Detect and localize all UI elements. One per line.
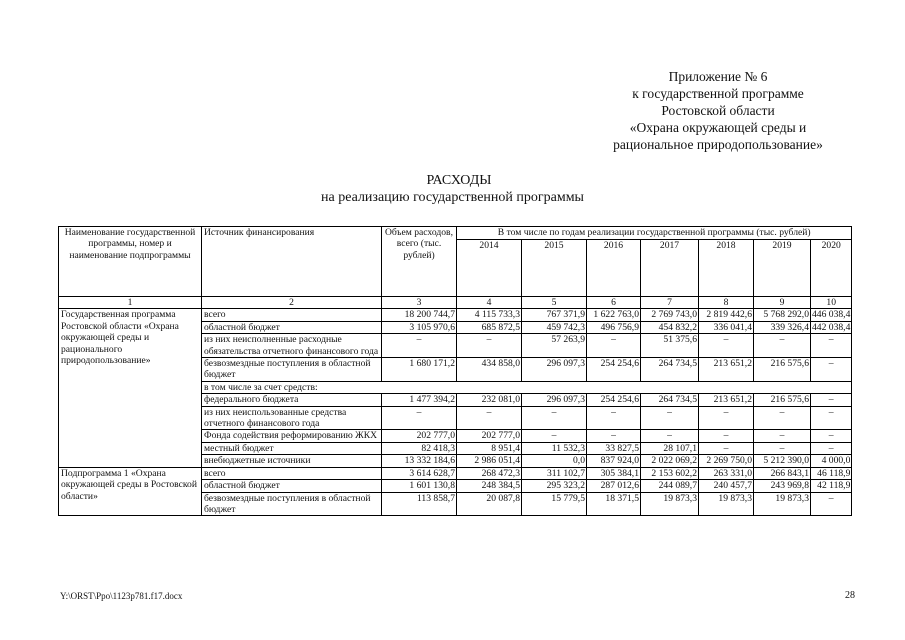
value-cell: 216 575,6 — [754, 394, 811, 406]
title-line-1: РАСХОДЫ — [426, 173, 492, 188]
value-cell: – — [699, 406, 754, 430]
value-cell: 19 873,3 — [754, 492, 811, 516]
value-cell: 19 873,3 — [641, 492, 699, 516]
value-cell: 459 742,3 — [522, 321, 587, 333]
value-cell: 1 622 763,0 — [587, 309, 641, 321]
table-body — [59, 309, 852, 516]
value-cell: 216 575,6 — [754, 358, 811, 382]
value-cell: – — [754, 430, 811, 442]
value-cell: 11 532,3 — [522, 442, 587, 454]
value-cell: 51 375,6 — [641, 334, 699, 358]
value-cell: 254 254,6 — [587, 394, 641, 406]
appendix-header — [583, 68, 853, 153]
value-cell: – — [382, 406, 457, 430]
source-cell: всего — [202, 309, 382, 321]
value-cell: 18 371,5 — [587, 492, 641, 516]
column-number: 2 — [202, 297, 382, 309]
source-cell: безвозмездные поступления в областной бюджет — [202, 358, 382, 382]
value-cell: – — [587, 334, 641, 358]
value-cell: 254 254,6 — [587, 358, 641, 382]
source-cell: областной бюджет — [202, 480, 382, 492]
value-cell: – — [754, 334, 811, 358]
value-cell: 2 819 442,6 — [699, 309, 754, 321]
value-cell: 339 326,4 — [754, 321, 811, 333]
table-row — [59, 467, 852, 479]
value-cell: 13 332 184,6 — [382, 455, 457, 467]
value-cell: – — [811, 430, 852, 442]
value-cell: 33 827,5 — [587, 442, 641, 454]
value-cell: 46 118,9 — [811, 467, 852, 479]
value-cell: 15 779,5 — [522, 492, 587, 516]
value-cell: – — [641, 406, 699, 430]
appendix-line: Ростовской области — [661, 103, 775, 118]
value-cell: 113 858,7 — [382, 492, 457, 516]
value-cell: 2 269 750,0 — [699, 455, 754, 467]
value-cell: – — [811, 358, 852, 382]
value-cell: 5 212 390,0 — [754, 455, 811, 467]
value-cell: 19 873,3 — [699, 492, 754, 516]
value-cell: 305 384,1 — [587, 467, 641, 479]
value-cell: 446 038,4 — [812, 309, 851, 321]
value-cell: – — [811, 334, 852, 358]
value-cell: – — [522, 430, 587, 442]
header-source: Источник финансирования — [202, 227, 382, 297]
value-cell: – — [699, 430, 754, 442]
value-cell: 1 680 171,2 — [382, 358, 457, 382]
value-cell: – — [587, 406, 641, 430]
value-cell: 264 734,5 — [641, 358, 699, 382]
source-cell: Фонда содействия реформированию ЖКХ — [202, 430, 382, 442]
header-name: Наименование государственной программы, номер и наименование подпрограммы — [59, 227, 202, 297]
source-cell: местный бюджет — [202, 442, 382, 454]
value-cell: 2 769 743,0 — [641, 309, 699, 321]
header-year: 2014 — [457, 240, 522, 297]
value-cell: 202 777,0 — [457, 430, 522, 442]
header-years-group: В том числе по годам реализации государственной программы (тыс. рублей) — [457, 227, 852, 240]
value-cell: 268 472,3 — [457, 467, 522, 479]
value-cell: 336 041,4 — [699, 321, 754, 333]
value-cell: 2 153 602,2 — [641, 467, 699, 479]
value-cell: 767 371,9 — [522, 309, 587, 321]
header-volume: Объем расходов, всего (тыс. рублей) — [382, 227, 457, 297]
value-cell: 296 097,3 — [522, 394, 587, 406]
value-cell: 496 756,9 — [587, 321, 641, 333]
value-cell: – — [811, 492, 852, 516]
value-cell: 8 951,4 — [457, 442, 522, 454]
source-cell: всего — [202, 467, 382, 479]
value-cell: 1 601 130,8 — [382, 480, 457, 492]
value-cell: 2 022 069,2 — [641, 455, 699, 467]
value-cell: 202 777,0 — [382, 430, 457, 442]
source-cell: из них неисполненные расходные обязательства отчетного финансового года — [202, 334, 382, 358]
appendix-line: к государственной программе — [632, 86, 804, 101]
value-cell: 4 000,0 — [811, 455, 852, 467]
column-number: 10 — [811, 297, 852, 309]
value-cell: 2 986 051,4 — [457, 455, 522, 467]
source-cell: безвозмездные поступления в областной бюджет — [202, 492, 382, 516]
program-name-cell: Государственная программа Ростовской области «Охрана окружающей среды и рационального природопользование» — [59, 309, 202, 467]
header-year: 2019 — [754, 240, 811, 297]
value-cell: – — [522, 406, 587, 430]
expenses-table — [58, 226, 852, 516]
header-year: 2016 — [587, 240, 641, 297]
value-cell: 28 107,1 — [641, 442, 699, 454]
column-number: 6 — [587, 297, 641, 309]
value-cell: – — [754, 442, 811, 454]
page-number: 28 — [845, 590, 855, 601]
value-cell: – — [811, 394, 852, 406]
value-cell: 82 418,3 — [382, 442, 457, 454]
column-number: 8 — [699, 297, 754, 309]
value-cell: – — [699, 334, 754, 358]
value-cell: 240 457,7 — [699, 480, 754, 492]
source-cell: областной бюджет — [202, 321, 382, 333]
document-title — [0, 172, 905, 206]
value-cell: – — [811, 406, 852, 430]
value-cell: – — [587, 430, 641, 442]
value-cell: – — [382, 334, 457, 358]
value-cell: – — [699, 442, 754, 454]
value-cell: 0,0 — [522, 455, 587, 467]
value-cell: – — [754, 406, 811, 430]
footer-file-path: Y:\ORST\Ppo\1123p781.f17.docx — [60, 591, 183, 601]
value-cell: 4 115 733,3 — [457, 309, 522, 321]
value-cell: – — [457, 334, 522, 358]
value-cell: 18 200 744,7 — [382, 309, 457, 321]
value-cell: 685 872,5 — [457, 321, 522, 333]
value-cell: 232 081,0 — [457, 394, 522, 406]
source-cell: внебюджетные источники — [202, 455, 382, 467]
value-cell: 57 263,9 — [522, 334, 587, 358]
value-cell: – — [457, 406, 522, 430]
source-cell: из них неиспользованные средства отчетного финансового года — [202, 406, 382, 430]
value-cell: 42 118,9 — [811, 480, 852, 492]
program-name-cell: Подпрограмма 1 «Охрана окружающей среды в Ростовской области» — [59, 467, 202, 516]
value-cell: 3 105 970,6 — [382, 321, 457, 333]
value-cell: 263 331,0 — [699, 467, 754, 479]
column-number: 7 — [641, 297, 699, 309]
value-cell: 1 477 394,2 — [382, 394, 457, 406]
value-cell: 248 384,5 — [457, 480, 522, 492]
column-number: 5 — [522, 297, 587, 309]
value-cell: 287 012,6 — [587, 480, 641, 492]
value-cell: 244 089,7 — [641, 480, 699, 492]
value-cell: – — [641, 430, 699, 442]
value-cell: 296 097,3 — [522, 358, 587, 382]
appendix-line: рациональное природопользование» — [613, 137, 823, 152]
value-cell: – — [811, 442, 852, 454]
table-row — [59, 309, 852, 321]
source-cell: федерального бюджета — [202, 394, 382, 406]
header-year: 2020 — [811, 240, 852, 297]
value-cell: 837 924,0 — [587, 455, 641, 467]
value-cell: 454 832,2 — [641, 321, 699, 333]
value-cell: 434 858,0 — [457, 358, 522, 382]
column-number: 9 — [754, 297, 811, 309]
value-cell: 213 651,2 — [699, 358, 754, 382]
value-cell: 213 651,2 — [699, 394, 754, 406]
source-cell: в том числе за счет средств: — [202, 381, 852, 393]
header-year: 2018 — [699, 240, 754, 297]
value-cell: 266 843,1 — [754, 467, 811, 479]
value-cell: 20 087,8 — [457, 492, 522, 516]
value-cell: 442 038,4 — [812, 321, 851, 333]
value-cell: 264 734,5 — [641, 394, 699, 406]
appendix-line: «Охрана окружающей среды и — [629, 120, 807, 135]
value-cell: 3 614 628,7 — [382, 467, 457, 479]
column-number: 1 — [59, 297, 202, 309]
value-cell: 243 969,8 — [754, 480, 811, 492]
column-number: 4 — [457, 297, 522, 309]
appendix-line: Приложение № 6 — [668, 69, 768, 84]
title-line-2: на реализацию государственной программы — [321, 190, 584, 205]
header-year: 2017 — [641, 240, 699, 297]
value-cell: 5 768 292,0 — [754, 309, 811, 321]
column-number: 3 — [382, 297, 457, 309]
header-year: 2015 — [522, 240, 587, 297]
value-cell: 295 323,2 — [522, 480, 587, 492]
value-cell: 311 102,7 — [522, 467, 587, 479]
